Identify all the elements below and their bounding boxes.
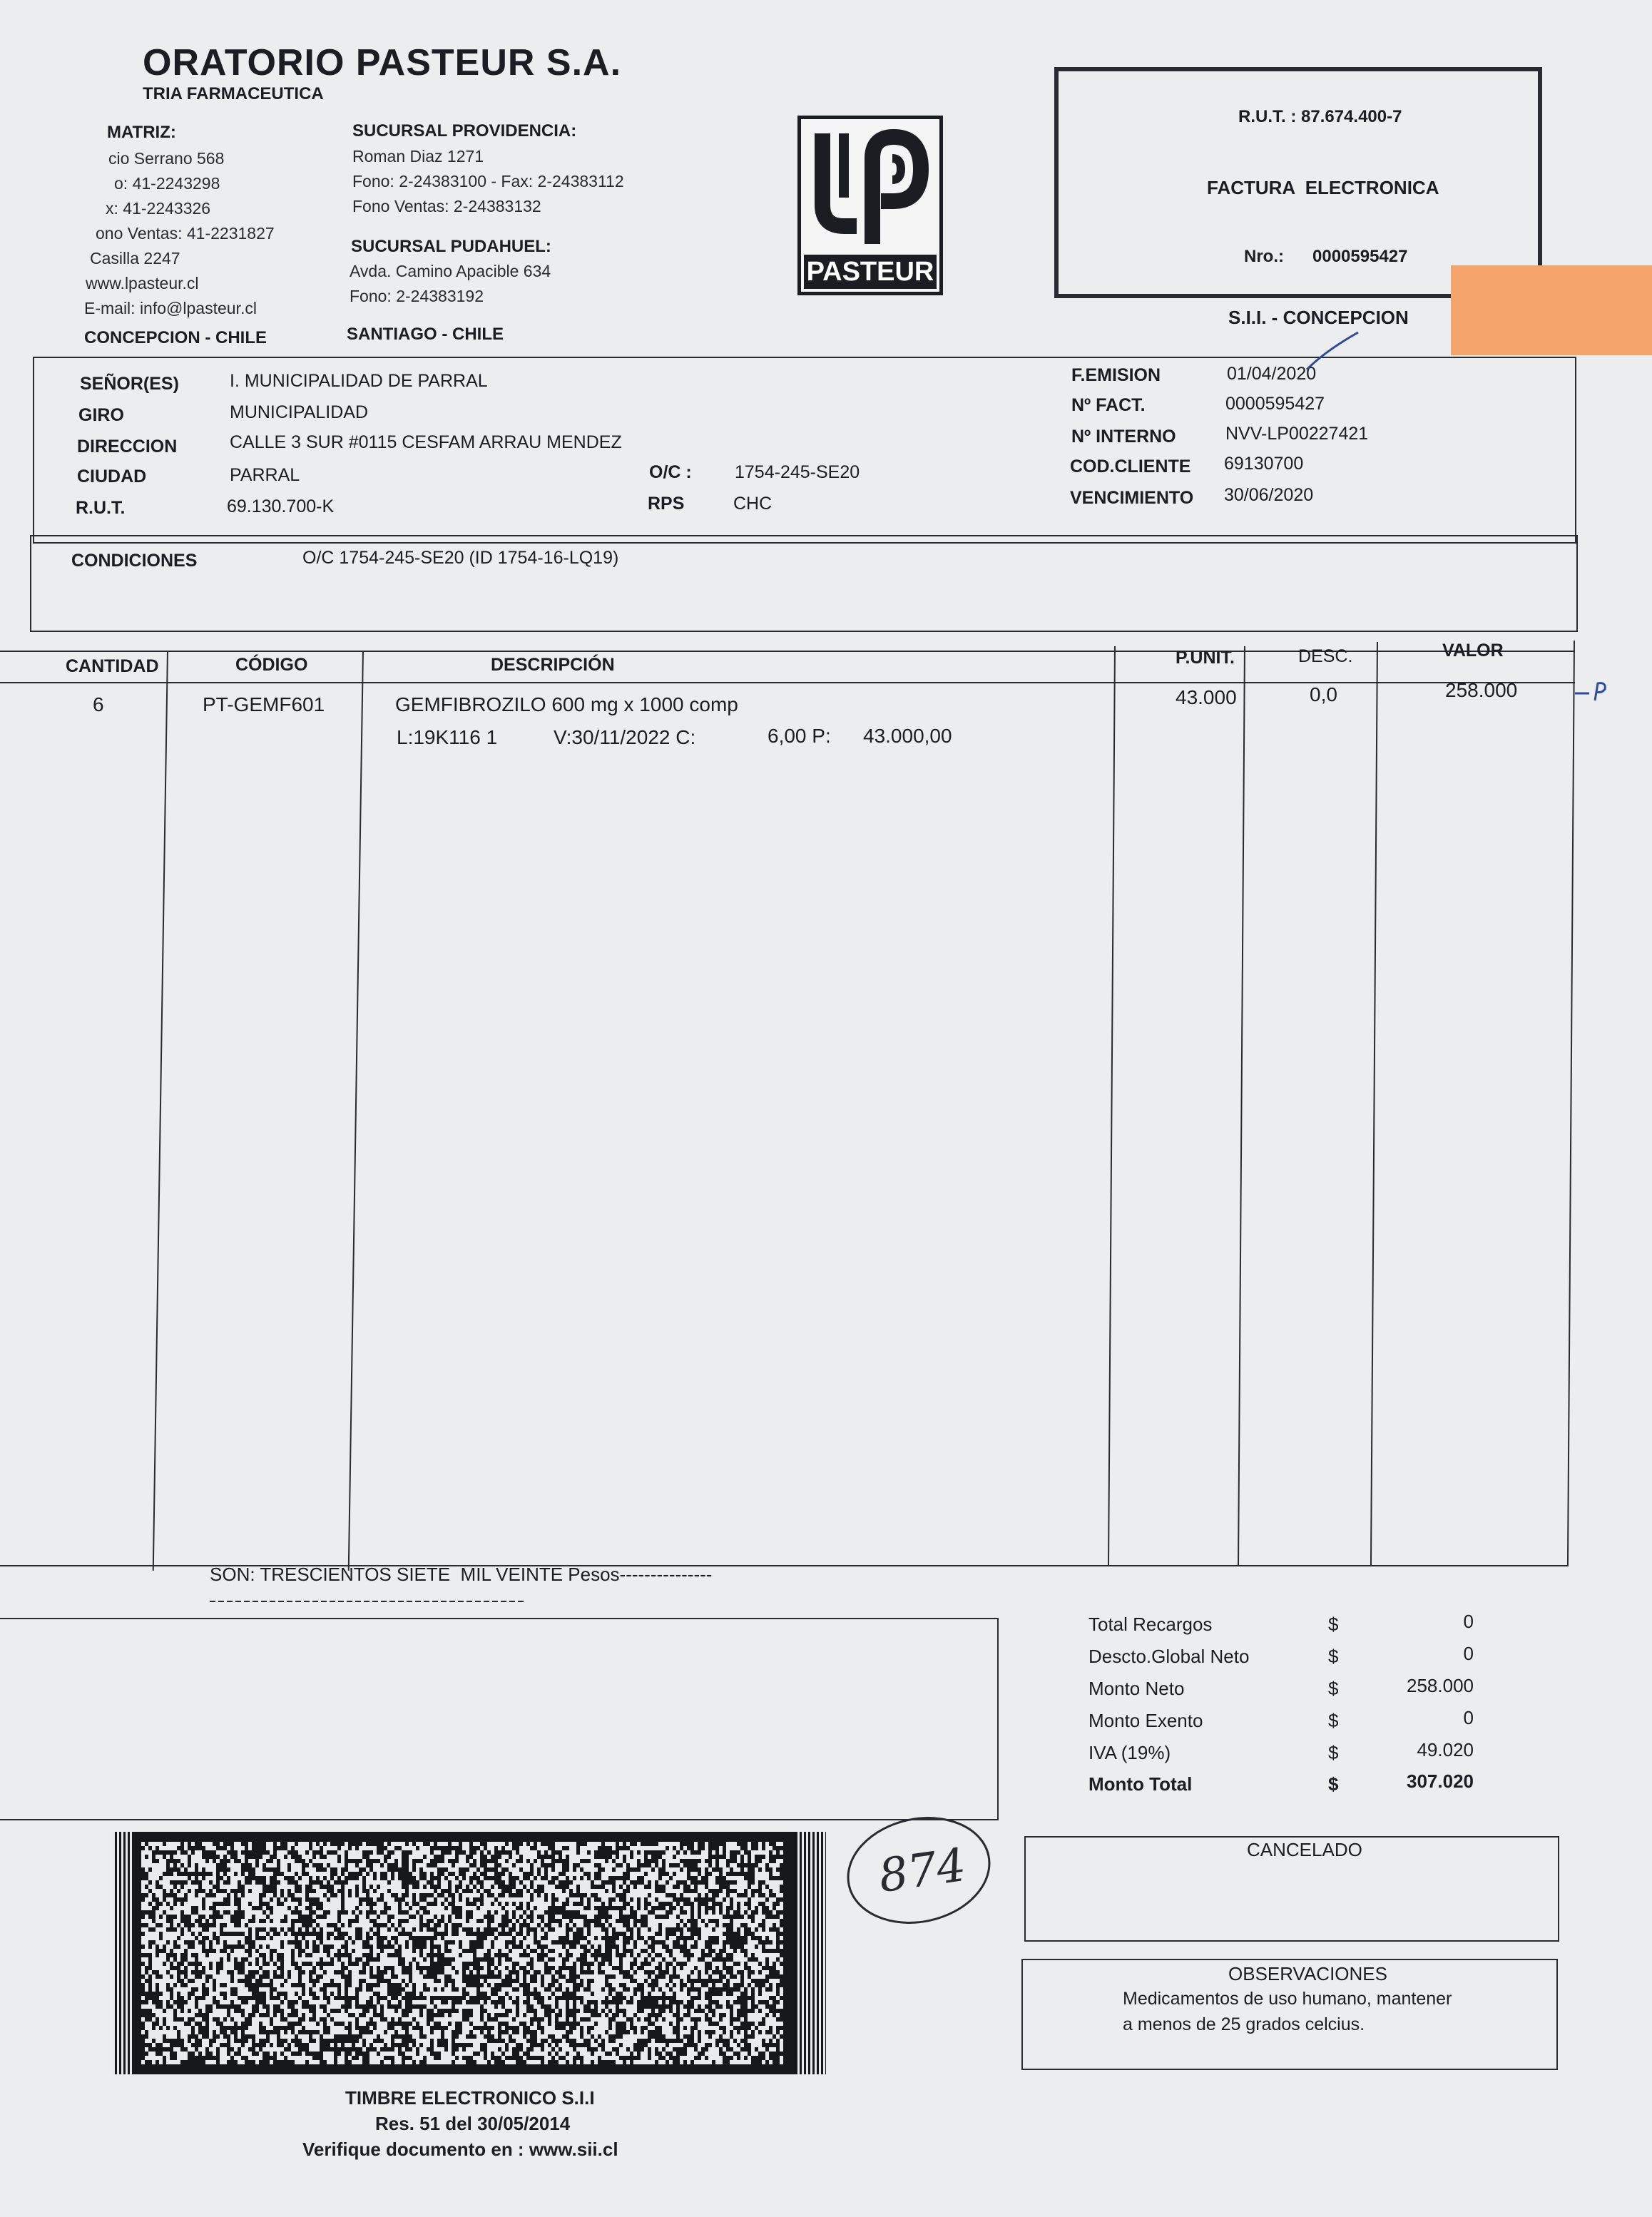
- table-col-line-1: [153, 651, 168, 1571]
- col-header-codigo: CÓDIGO: [235, 655, 308, 675]
- company-logo: [797, 116, 943, 295]
- cancelado-label: CANCELADO: [1247, 1839, 1362, 1860]
- handwritten-tick: [1304, 330, 1361, 372]
- interno-label: Nº INTERNO: [1071, 427, 1176, 447]
- interno-value: NVV-LP00227421: [1225, 424, 1369, 444]
- direccion-value: CALLE 3 SUR #0115 CESFAM ARRAU MENDEZ: [230, 432, 622, 452]
- row-punit: 43.000: [1176, 686, 1237, 708]
- matriz-lines: cio Serrano 568 o: 41-2243298 x: 41-2243326 ono Ventas: 41-2231827 Casilla 2247 www.lpasteur.cl E-mail: info@lpasteur.cl: [84, 149, 275, 317]
- giro-label: GIRO: [78, 405, 124, 425]
- sii-office: S.I.I. - CONCEPCION: [1228, 307, 1409, 328]
- timbre-line2: Res. 51 del 30/05/2014: [375, 2113, 571, 2134]
- matriz-city: CONCEPCION - CHILE: [84, 328, 267, 347]
- row-vencimiento: V:30/11/2022 C:: [554, 726, 696, 748]
- doc-number: 0000595427: [1312, 247, 1408, 266]
- observaciones-line2: a menos de 25 grados celcius.: [1123, 2014, 1365, 2034]
- conditions-label: CONDICIONES: [71, 551, 198, 571]
- table-col-line-6: [1567, 641, 1575, 1566]
- fact-value: 0000595427: [1225, 394, 1325, 414]
- row-precio-detalle: 43.000,00: [863, 725, 952, 747]
- row-descripcion: GEMFIBROZILO 600 mg x 1000 comp: [395, 693, 738, 715]
- vencimiento-label: VENCIMIENTO: [1070, 488, 1194, 508]
- company-name: ORATORIO PASTEUR S.A.: [143, 42, 622, 83]
- col-header-valor: VALOR: [1442, 641, 1504, 661]
- amount-in-words: SON: TRESCIENTOS SIETE MIL VEINTE Pesos---------------: [210, 1564, 713, 1585]
- providencia-title: SUCURSAL PROVIDENCIA:: [352, 121, 577, 141]
- pudahuel-title: SUCURSAL PUDAHUEL:: [351, 237, 551, 256]
- handwritten-number: 874: [875, 1838, 969, 1904]
- giro-value: MUNICIPALIDAD: [230, 402, 369, 422]
- client-rut-label: R.U.T.: [76, 498, 126, 518]
- ciudad-label: CIUDAD: [77, 467, 147, 486]
- conditions-value: O/C 1754-245-SE20 (ID 1754-16-LQ19): [302, 548, 619, 568]
- row-desc: 0,0: [1310, 683, 1337, 705]
- table-col-line-2: [348, 651, 364, 1571]
- pdf417-barcode-icon: [113, 1832, 826, 2074]
- matriz-title: MATRIZ:: [107, 123, 176, 142]
- handwritten-check-mark: [1574, 678, 1616, 706]
- ciudad-value: PARRAL: [230, 465, 300, 485]
- senor-label: SEÑOR(ES): [80, 374, 179, 394]
- totals-row: Total Recargos $ 0: [1088, 1611, 1474, 1635]
- col-header-punit: P.UNIT.: [1176, 648, 1235, 668]
- orange-sticky-note: [1451, 265, 1652, 355]
- rps-value: CHC: [733, 494, 773, 514]
- rps-label: RPS: [648, 494, 685, 514]
- pudahuel-lines: Avda. Camino Apacible 634 Fono: 2-24383192: [350, 262, 551, 305]
- timbre-barcode: [113, 1832, 826, 2074]
- lp-logo-icon: [801, 119, 939, 255]
- company-subtitle: TRIA FARMACEUTICA: [143, 84, 324, 103]
- row-codigo: PT-GEMF601: [203, 693, 325, 715]
- providencia-lines: Roman Diaz 1271 Fono: 2-24383100 - Fax: 2-24383112 Fono Ventas: 2-24383132: [352, 147, 624, 215]
- codcliente-label: COD.CLIENTE: [1070, 457, 1191, 476]
- totals-row: Monto Exento $ 0: [1088, 1707, 1474, 1731]
- timbre-line3: Verifique documento en : www.sii.cl: [302, 2139, 618, 2160]
- table-col-line-3: [1108, 646, 1116, 1566]
- table-col-line-4: [1238, 646, 1245, 1566]
- direccion-label: DIRECCION: [77, 437, 178, 457]
- row-lote: L:19K116 1: [397, 726, 498, 748]
- vencimiento-value: 30/06/2020: [1224, 485, 1314, 505]
- col-header-desc: DESC.: [1298, 646, 1353, 666]
- emision-label: F.EMISION: [1071, 365, 1161, 385]
- conditions-box: [30, 535, 1578, 632]
- row-cantidad: 6: [93, 693, 104, 715]
- col-header-cantidad: CANTIDAD: [66, 656, 159, 676]
- son-underline: [210, 1601, 524, 1602]
- observaciones-line1: Medicamentos de uso humano, mantener: [1123, 1989, 1452, 2009]
- rut-company: R.U.T. : 87.674.400-7: [1238, 107, 1402, 126]
- oc-value: 1754-245-SE20: [735, 462, 860, 482]
- timbre-line1: TIMBRE ELECTRONICO S.I.I: [345, 2087, 595, 2109]
- doc-number-label: Nro.:: [1244, 247, 1284, 266]
- row-valor: 258.000: [1445, 679, 1518, 701]
- col-header-descripcion: DESCRIPCIÓN: [491, 655, 615, 675]
- notes-box: [0, 1618, 999, 1820]
- row-cantidad-detalle: 6,00 P:: [768, 725, 831, 747]
- document-type: FACTURA ELECTRONICA: [1207, 177, 1439, 198]
- fact-label: Nº FACT.: [1071, 395, 1146, 415]
- logo-text: PASTEUR: [804, 255, 937, 289]
- observaciones-title: OBSERVACIONES: [1228, 1963, 1387, 1984]
- oc-label: O/C :: [649, 462, 692, 482]
- totals-row: Descto.Global Neto $ 0: [1088, 1643, 1474, 1667]
- pudahuel-city: SANTIAGO - CHILE: [347, 325, 504, 344]
- totals-row-grand: Monto Total $ 307.020: [1088, 1770, 1474, 1795]
- codcliente-value: 69130700: [1224, 454, 1304, 474]
- table-col-line-5: [1370, 642, 1378, 1566]
- table-header-line: [0, 682, 1575, 683]
- emision-value: 01/04/2020: [1227, 364, 1317, 384]
- totals-row: Monto Neto $ 258.000: [1088, 1675, 1474, 1699]
- senor-value: I. MUNICIPALIDAD DE PARRAL: [230, 371, 488, 391]
- client-rut-value: 69.130.700-K: [227, 496, 335, 516]
- totals-row: IVA (19%) $ 49.020: [1088, 1739, 1474, 1763]
